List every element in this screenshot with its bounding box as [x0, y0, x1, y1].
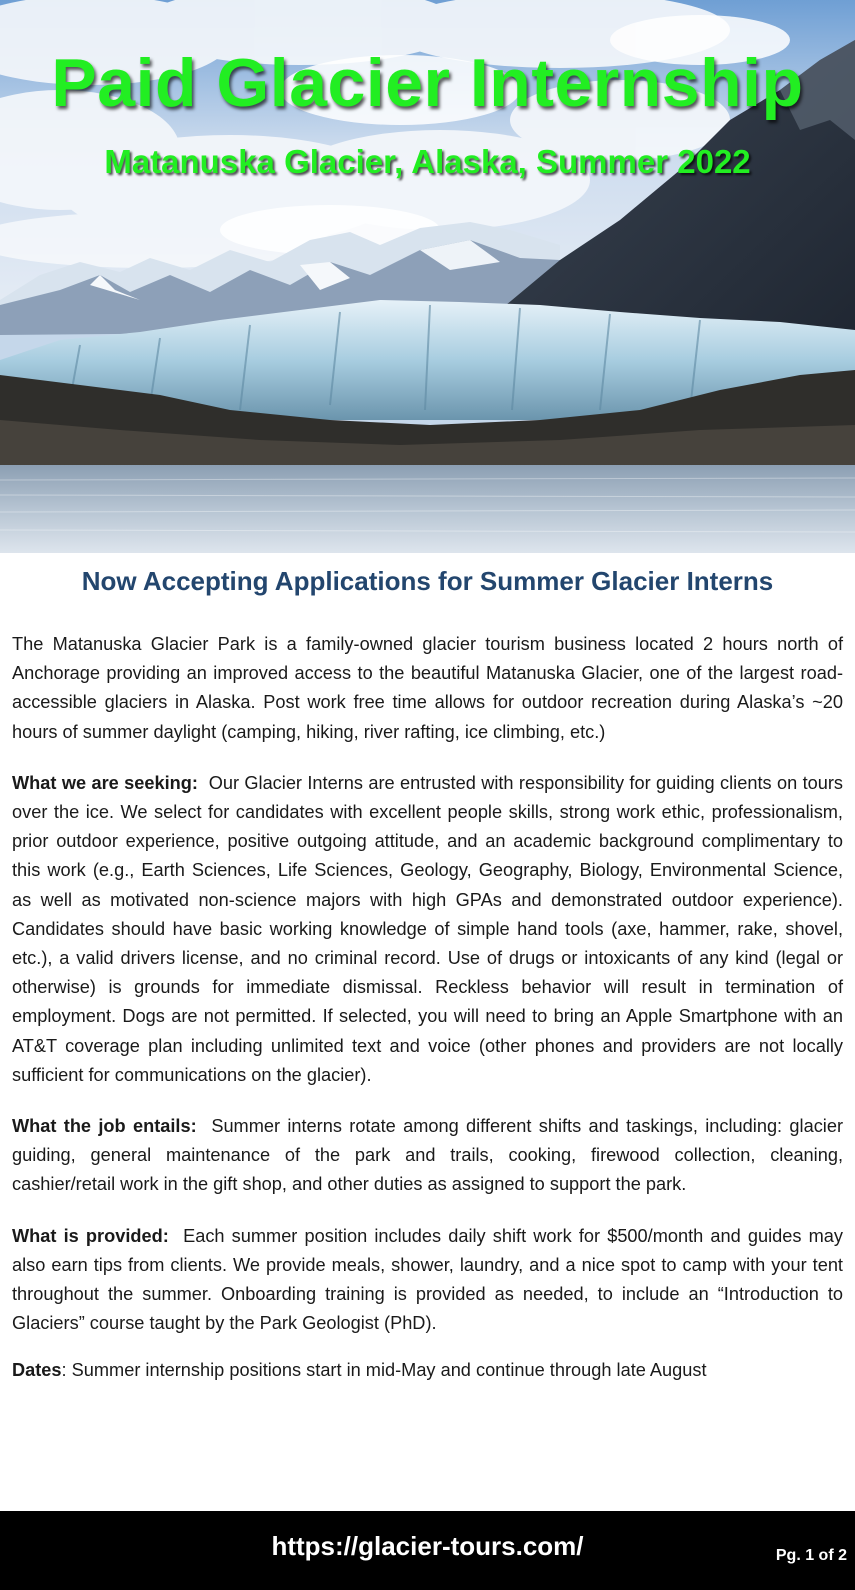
seeking-label: What we are seeking: — [12, 772, 198, 793]
dates-paragraph — [12, 1356, 843, 1385]
page-number: Pg. 1 of 2 — [775, 1547, 847, 1564]
job-entails-label: What the job entails: — [12, 1116, 197, 1137]
document-body — [12, 630, 843, 1408]
section-headline: Now Accepting Applications for Summer Glacier Interns — [81, 566, 774, 596]
seeking-text: Our Glacier Interns are entrusted with responsibility for guiding clients on tours over the ice. We select for candidates with excellent people skills, strong work ethic, professionalism, prior outdoor experience, positive outgoing attitude, and an academic background complimentary to this work (e.g., Earth Sciences, Life Sciences, Geology, Geography, Biology, Environmental Science, as well as motivated non-science majors with high GPAs and demonstrated outdoor experience). Candidates should have basic working knowledge of simple hand tools (axe, hammer, rake, shovel, etc.), a valid drivers license, and no criminal record. Use of drugs or intoxicants of any kind (legal or otherwise) is grounds for immediate dismissal. Reckless behavior will result in termination of employment. Dogs are not permitted. If selected, you will need to bring an Apple Smartphone with an AT&T coverage plan including unlimited text and voice (other phones and providers are not locally sufficient for communications on the glacier). — [12, 772, 843, 1085]
hero-banner — [0, 0, 855, 553]
footer-bar — [0, 1511, 855, 1590]
dates-label: Dates — [12, 1360, 62, 1381]
job-entails-text: Summer interns rotate among different shifts and taskings, including: glacier guiding, general maintenance of the park and trails, cooking, firewood collection, cleaning, cashier/retail work in the gift shop, and other duties as assigned to support the park. — [12, 1116, 844, 1195]
website-link[interactable]: https://glacier-tours.com/ — [271, 1531, 584, 1561]
seeking-paragraph — [12, 769, 843, 1090]
job-entails-paragraph — [12, 1112, 843, 1200]
intro-paragraph: The Matanuska Glacier Park is a family-owned glacier tourism business located 2 hours north of Anchorage providing an improved access to the beautiful Matanuska Glacier, one of the largest road-accessible glaciers in Alaska. Post work free time allows for outdoor recreation during Alaska’s ~20 hours of summer daylight (camping, hiking, river rafting, ice climbing, etc.) — [12, 634, 843, 742]
page-subtitle: Matanuska Glacier, Alaska, Summer 2022 — [104, 143, 751, 180]
provided-paragraph — [12, 1222, 843, 1339]
provided-text: Each summer position includes daily shift work for $500/month and guides may also earn tips from clients. We provide meals, shower, laundry, and a nice spot to camp with your tent throughout the summer. Onboarding training is provided as needed, to include an “Introduction to Glaciers” course taught by the Park Geologist (PhD). — [12, 1225, 844, 1334]
page-title: Paid Glacier Internship — [51, 45, 804, 121]
dates-text: : Summer internship positions start in mid-May and continue through late August — [61, 1360, 707, 1381]
provided-label: What is provided: — [12, 1225, 169, 1246]
